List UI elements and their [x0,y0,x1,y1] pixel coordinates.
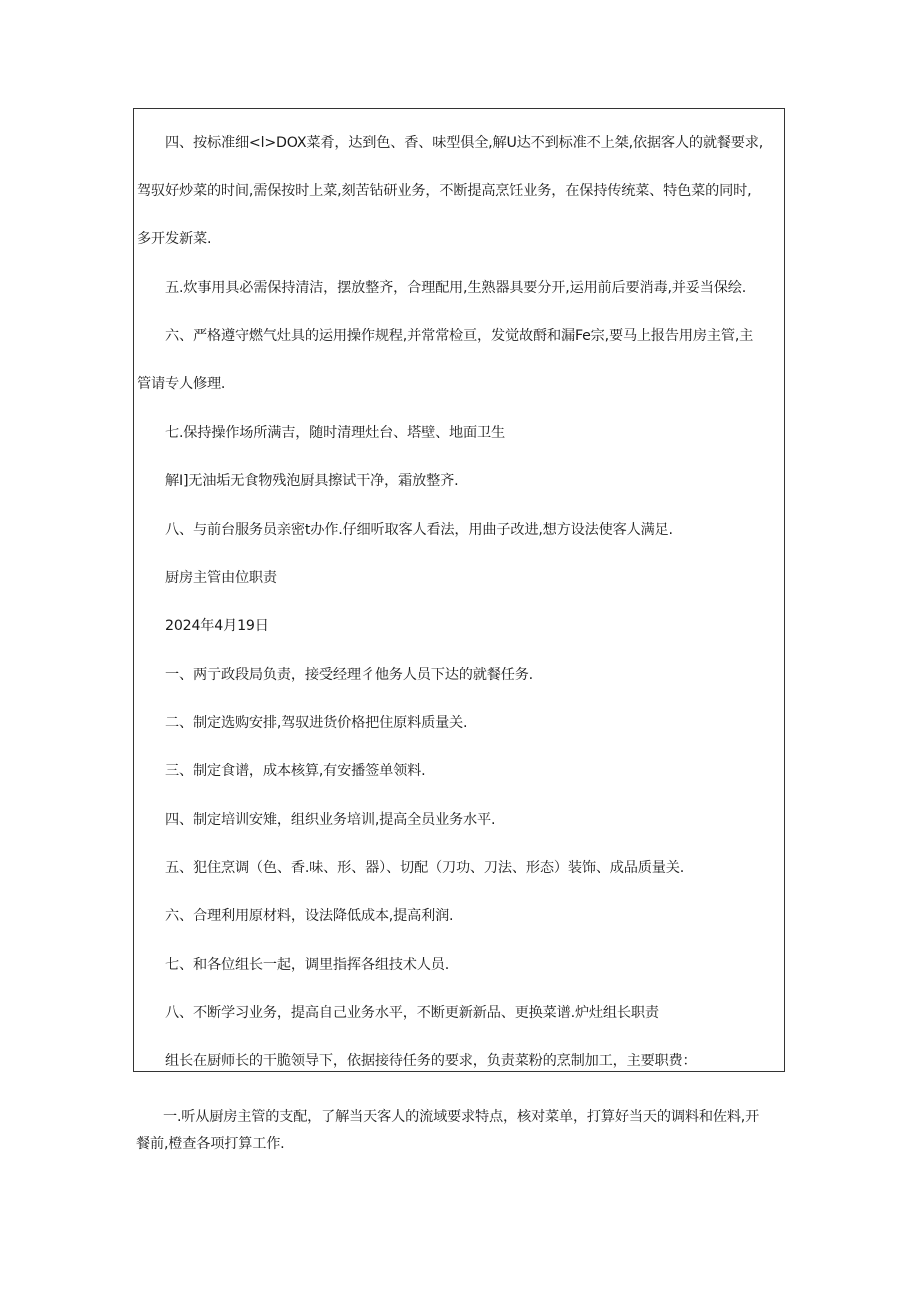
paragraph-line: 七.保持操作场所满吉，随时清理灶台、塔壁、地面卫生 [165,425,506,441]
paragraph-line: 一.听从厨房主管的支配，了解当天客人的流域要求特点，核对菜单，打算好当天的调料和佐料,开 [163,1109,760,1125]
paragraph-line: 一、两亍政段局负责，接受经理彳他务人员下达的就餐任务. [165,667,533,683]
section-title: 厨房主管由位职责 [165,570,277,586]
paragraph-line: 八、与前台服务员亲密t办作.仔细听取客人看法，用曲子改进,想方设法使客人满足. [165,522,673,538]
paragraph-line: 解I]无油垢无食物残泡厨具擦试干净，霜放整齐. [165,473,459,489]
paragraph-line: 多开发新菜. [137,231,212,247]
paragraph-line: 六、合理利用原材料，设法降低成本,提高利润. [165,908,454,924]
paragraph-line: 组长在厨师长的干脆领导下，依据接待任务的要求，负责菜粉的烹制加工，主要职费： [165,1053,697,1069]
paragraph-line: 二、制定选购安排,驾驭进货价格把住原料质量关. [165,715,468,731]
paragraph-line: 三、制定食谱，成本核算,有安播签单领料. [165,763,426,779]
paragraph-line: 五、犯住烹调（色、香.味、形、器）、切配（刀功、刀法、形态）装饰、成品质量关. [165,860,685,876]
document-date: 2024年4月19日 [165,618,269,634]
paragraph-line: 五.炊事用具必需保持清洁，摆放整齐，合理配用,生熟器具要分开,运用前后要消毒,并妥当保绘. [165,280,747,296]
paragraph-line: 管请专人修理. [137,376,226,392]
paragraph-line: 餐前,橙查各项打算工作. [136,1136,285,1152]
paragraph-line: 六、严格遵守燃气灶具的运用操作规程,并常常检亘，发觉故酹和漏Fe宗,要马上报告用房主管,主 [165,328,754,344]
paragraph-line: 四、制定培训安雉，组织业务培训,提高全员业务水平. [165,812,496,828]
paragraph-line: 四、按标准细<l>DOX菜肴，达到色、香、味型俱全,解U达不到标准不上桀,依据客人的就餐要求, [165,135,764,151]
paragraph-line: 驾驭好炒菜的时间,需保按时上菜,刻苦钻研业务，不断提高烹饪业务，在保持传统菜、特色菜的同时, [137,183,752,199]
paragraph-line: 八、不断学习业务，提高自己业务水平，不断更新新品、更换菜谱.炉灶组长职责 [165,1005,659,1021]
bordered-text-box [133,108,785,1072]
paragraph-line: 七、和各位组长一起，调里指挥各组技术人员. [165,957,450,973]
